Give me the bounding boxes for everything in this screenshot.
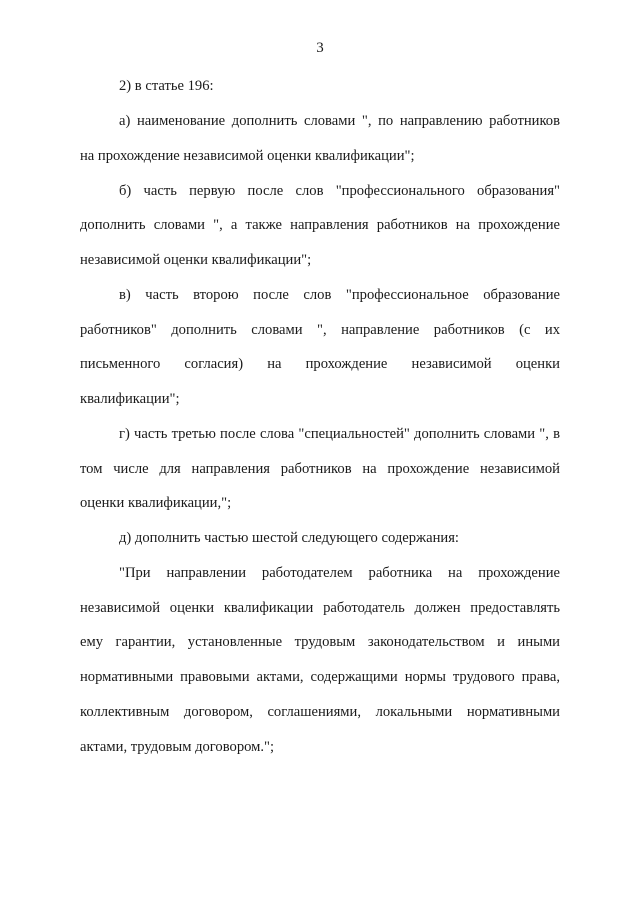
text-line: "При направлении работодателем работника на прохождение bbox=[119, 565, 560, 581]
text-line: работников" дополнить словами ", направление работников (с их bbox=[80, 322, 560, 338]
text-line: том числе для направления работников на прохождение независимой bbox=[80, 461, 560, 477]
text-line: оценки квалификации,"; bbox=[80, 495, 232, 511]
text-line: дополнить словами ", а также направления работников на прохождение bbox=[80, 217, 560, 233]
text-line: в) часть второю после слов "профессиональное образование bbox=[119, 287, 560, 303]
text-line: г) часть третью после слова "специальностей" дополнить словами ", в bbox=[119, 426, 560, 442]
text-line: квалификации"; bbox=[80, 391, 180, 407]
text-line: д) дополнить частью шестой следующего содержания: bbox=[119, 530, 459, 546]
text-line: независимой оценки квалификации"; bbox=[80, 252, 312, 268]
text-line: на прохождение независимой оценки квалификации"; bbox=[80, 148, 415, 164]
text-line: 2) в статье 196: bbox=[119, 78, 214, 94]
text-line: письменного согласия) на прохождение независимой оценки bbox=[80, 356, 560, 372]
text-line: независимой оценки квалификации работодатель должен предоставлять bbox=[80, 600, 560, 616]
text-line: б) часть первую после слов "профессионального образования" bbox=[119, 183, 560, 199]
text-line: актами, трудовым договором."; bbox=[80, 739, 275, 755]
text-line: коллективным договором, соглашениями, локальными нормативными bbox=[80, 704, 560, 720]
page-number: 3 bbox=[316, 40, 324, 56]
text-line: а) наименование дополнить словами ", по направлению работников bbox=[119, 113, 560, 129]
text-line: ему гарантии, установленные трудовым законодательством и иными bbox=[80, 634, 560, 650]
text-line: нормативными правовыми актами, содержащими нормы трудового права, bbox=[80, 669, 560, 685]
